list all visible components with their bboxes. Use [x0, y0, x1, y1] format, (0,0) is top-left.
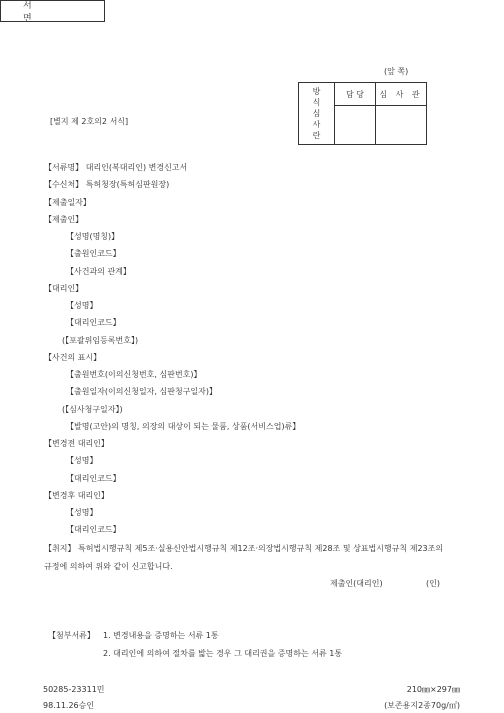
stamp-label-char: 심: [312, 109, 321, 118]
field-agent-code: 【대리인코드】: [66, 318, 121, 327]
field-general-delegation-number: (【포괄위임등록번호】): [62, 336, 139, 345]
field-document-name: 【서류명】 대리인(복대리인) 변경신고서: [44, 163, 188, 172]
field-previous-agent-code: 【대리인코드】: [66, 474, 121, 483]
stamp-box-label: [299, 83, 335, 145]
field-applicant-code: 【출원인코드】: [66, 249, 121, 258]
field-submission-date: 【제출일자】: [44, 198, 91, 207]
paper-size: 210㎜×297㎜: [406, 685, 460, 694]
field-new-agent-code: 【대리인코드】: [66, 525, 121, 534]
field-case-indication: 【사건의 표시】: [44, 353, 102, 362]
stamp-label-char: 사: [312, 120, 321, 129]
field-previous-agent-name: 【성명】: [66, 456, 98, 465]
field-application-date: 【출원일자(이의신청일자, 심판청구일자)】: [66, 387, 217, 396]
field-recipient: 【수신처】 특허청장(특허심판원장): [44, 180, 170, 189]
stamp-column-examiner: 심 사 관: [376, 83, 427, 106]
review-stamp-box: [298, 82, 427, 145]
stamp-label-char: 식: [312, 98, 321, 107]
field-invention-title: 【발명(고안)의 명칭, 의장의 대상이 되는 물품, 상품(서비스업)류】: [66, 422, 301, 431]
page-side-label: (앞 쪽): [384, 67, 409, 76]
field-application-number: 【출원번호(이의신청번호, 심판번호)】: [66, 370, 202, 379]
stamp-cell-manager: [335, 106, 376, 145]
document-title: 서 면: [0, 0, 105, 22]
field-agent: 【대리인】: [44, 284, 84, 293]
field-agent-name: 【성명】: [66, 301, 98, 310]
paper-type: (보존용지2종70g/㎡): [384, 701, 460, 710]
field-previous-agent: 【변경전 대리인】: [44, 439, 109, 448]
attachment-item: 2. 대리인에 의하여 절차를 밟는 경우 그 대리권을 증명하는 서류 1통: [103, 649, 343, 658]
form-code: 50285-23311민: [43, 685, 105, 694]
attachments-label: 【첨부서류】: [48, 631, 95, 640]
field-examination-request-date: (【심사청구일자】): [62, 405, 123, 414]
field-submitter-name: 【성명(명칭)】: [66, 232, 120, 241]
signature-seal: (인): [426, 579, 440, 588]
field-submitter: 【제출인】: [44, 215, 84, 224]
form-number: [별지 제 2호의2 서식]: [50, 117, 129, 126]
stamp-label-char: 방: [312, 87, 321, 96]
stamp-label-char: 란: [312, 131, 321, 140]
approval-date: 98.11.26승인: [43, 701, 95, 710]
stamp-column-manager: 담 당: [335, 83, 376, 106]
purpose-statement: 【취지】 특허법시행규칙 제5조·실용신안법시행규칙 제12조·의장법시행규칙 제28조 및 상표법시행규칙 제23조의 규정에 의하여 위와 같이 신고합니다.: [44, 544, 444, 571]
attachment-item: 1. 변경내용을 증명하는 서류 1통: [103, 631, 219, 640]
field-case-relation: 【사건과의 관계】: [66, 267, 131, 276]
stamp-cell-examiner: [376, 106, 427, 145]
field-new-agent: 【변경후 대리인】: [44, 491, 109, 500]
signature-label: 제출인(대리인): [330, 579, 383, 588]
field-new-agent-name: 【성명】: [66, 508, 98, 517]
